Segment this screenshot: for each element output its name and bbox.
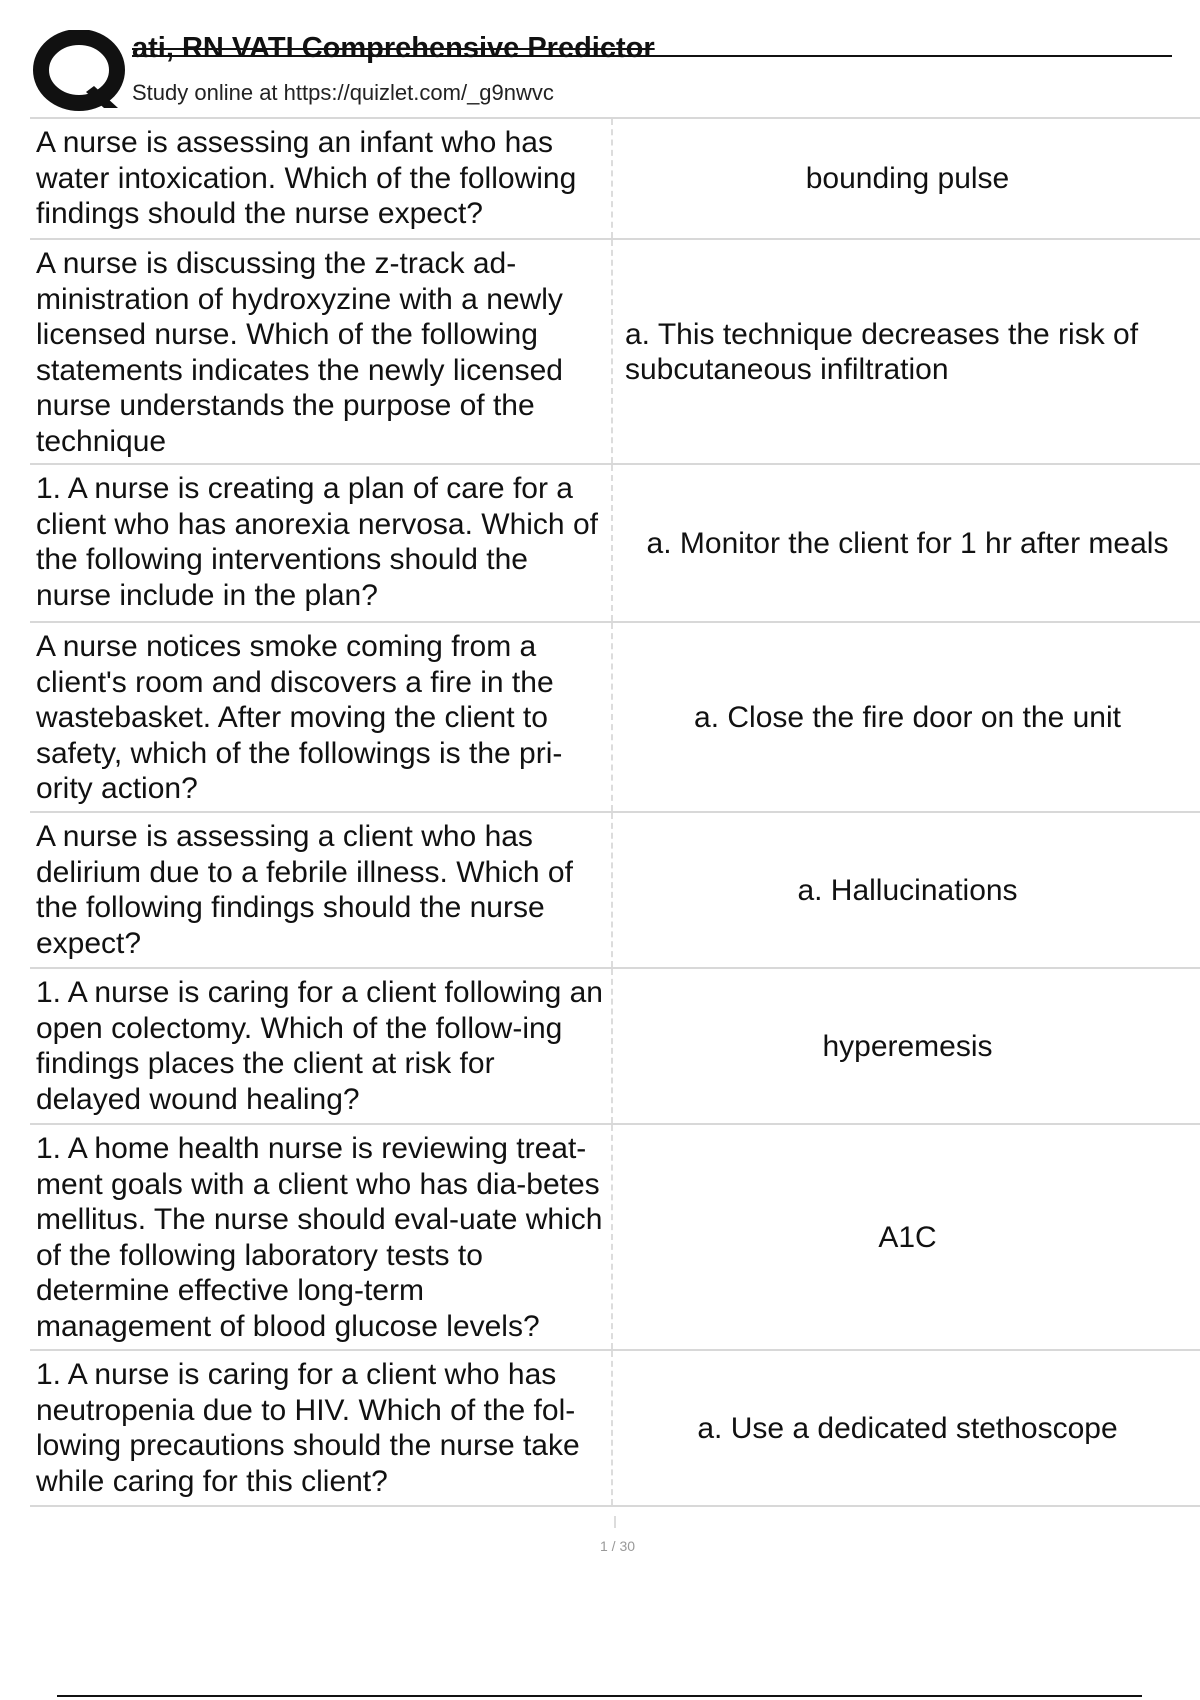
header (30, 30, 1140, 120)
card-question: A nurse notices smoke coming from a client's room and discovers a fire in the wastebasket. After moving the client to safety, which of the followings is the pri-ority action? (30, 623, 613, 811)
card-question: 1. A nurse is caring for a client following an open colectomy. Which of the follow-ing findings places the client at risk for delayed wound healing? (30, 969, 613, 1123)
flashcard-row (30, 811, 1200, 967)
card-answer: a. Monitor the client for 1 hr after meals (646, 526, 1169, 560)
card-answer: a. This technique decreases the risk of subcutaneous infiltration (625, 317, 1139, 386)
flashcard-row (30, 967, 1200, 1123)
flashcard-table (30, 117, 1200, 1507)
study-online-link[interactable]: Study online at https://quizlet.com/_g9nwvc (132, 80, 554, 105)
flashcard-row (30, 621, 1200, 811)
card-answer: a. Hallucinations (797, 873, 1018, 907)
column-divider-tick (614, 1516, 616, 1528)
flashcard-row (30, 117, 1200, 238)
card-question: A nurse is discussing the z-track ad-ministration of hydroxyzine with a newly licensed nurse. Which of the following statements indicates the newly licensed nurse understands the purpose of the technique (30, 240, 613, 463)
page-number: 1 / 30 (599, 1538, 636, 1554)
flashcard-row (30, 1349, 1200, 1507)
card-answer: hyperemesis (822, 1029, 993, 1063)
flashcard-row (30, 1123, 1200, 1349)
quizlet-q-logo-icon (32, 30, 142, 112)
card-answer: a. Close the fire door on the unit (694, 700, 1121, 734)
footer-rule (57, 1695, 1142, 1697)
card-question: A nurse is assessing an infant who has water intoxication. Which of the following findings should the nurse expect? (30, 119, 613, 238)
card-question: A nurse is assessing a client who has delirium due to a febrile illness. Which of the following findings should the nurse expect? (30, 813, 613, 967)
card-answer: a. Use a dedicated stethoscope (697, 1411, 1118, 1445)
card-question: 1. A nurse is creating a plan of care for a client who has anorexia nervosa. Which of the following interventions should the nurse include in the plan? (30, 465, 613, 621)
flashcard-row (30, 463, 1200, 621)
flashcard-row (30, 238, 1200, 463)
card-question: 1. A home health nurse is reviewing treat-ment goals with a client who has dia-betes mellitus. The nurse should eval-uate which of the following laboratory tests to determine effective long-term management of blood glucose levels? (30, 1125, 613, 1349)
card-question: 1. A nurse is caring for a client who has neutropenia due to HIV. Which of the fol-lowing precautions should the nurse take while caring for this client? (30, 1351, 613, 1505)
page-title: ati, RN VATI Comprehensive Predictor (132, 32, 655, 64)
card-answer: bounding pulse (805, 162, 1010, 195)
card-answer: A1C (878, 1220, 937, 1254)
